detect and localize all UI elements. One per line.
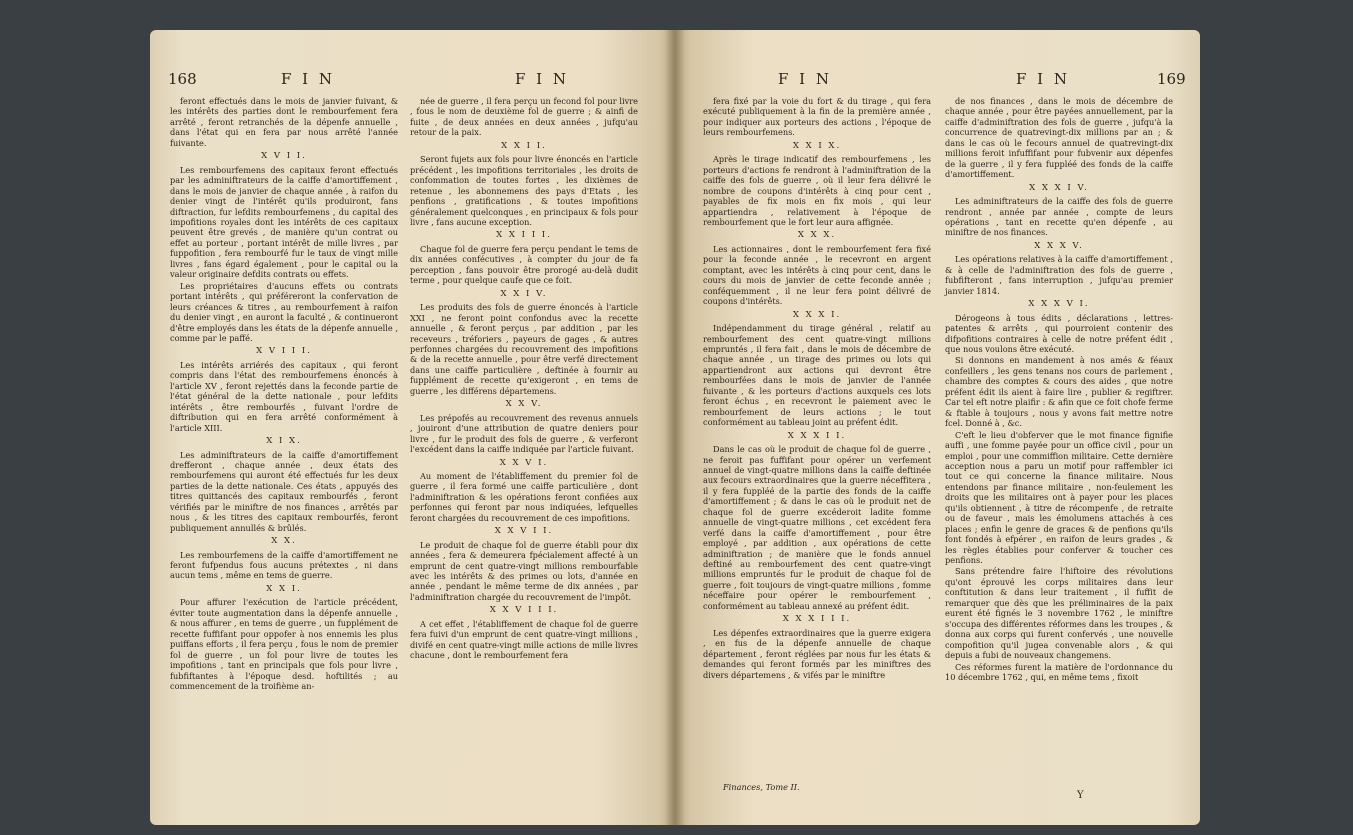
text-column — [703, 96, 931, 681]
paragraph: Les intérêts arriérés des capitaux , qui feront compris dans l'état des rembourfemens énoncés à l'article XV , feront rejettés dans la feconde partie de l'état général de la dette nationale , pour lefdits intérêts , être rembourfés , fuivant l'ordre de diftribution qui en fera arrêté conformément à l'article XIII. — [170, 359, 398, 433]
article-heading: X X. — [271, 536, 297, 547]
article-heading: X X V I. — [499, 457, 549, 468]
article-heading: X X V I I. — [494, 526, 554, 537]
right-page-header — [675, 70, 1200, 94]
signature-mark: Y — [1077, 790, 1084, 801]
paragraph: Le produit de chaque fol de guerre établi pour dix années , fera & demeurera fpécialement affecté à un emprunt de cent quatre-vingt millions rembourfable avec les intérêts & des primes ou lots, d'année en année , pendant le même terme de dix années , par l'adminiftration chargée du recouvrement de l'impôt. — [410, 539, 638, 602]
left-page-header — [150, 70, 675, 94]
article-heading: X X X I I I. — [782, 614, 852, 625]
page-number: 169 — [1157, 70, 1186, 88]
article-heading: X X V I I I. — [489, 605, 559, 616]
footer-volume: Finances, Tome II. — [723, 782, 800, 792]
paragraph: Les produits des fols de guerre énoncés à l'article XXI , ne feront point confondus avec la recette annuelle , & feront perçus , par addition , par les receveurs , tréforiers , payeurs de gages , & autres perfonnes chargées du recouvrement des impofitions & de la recette annuelle , pour être verfé directement dans une caiffe particulière , deftinée à fournir au fupplément de recette qu'exigeront , en tems de guerre , les différens départemens. — [410, 302, 638, 396]
running-head: F I N — [515, 70, 569, 88]
paragraph: née de guerre , il fera perçu un fecond fol pour livre , fous le nom de deuxième fol de guerre ; & ainfi de fuite , de deux années en deux années , jufqu'au retour de la paix. — [410, 96, 638, 138]
paragraph: A cet effet , l'établiffement de chaque fol de guerre fera fuivi d'un emprunt de cent quatre-vingt millions , divifé en cent quatre-vingt mille actions de mille livres chacune , dont le rembourfement fera — [410, 618, 638, 661]
article-heading: X X I V. — [500, 288, 548, 299]
article-heading: X X I I. — [501, 140, 547, 151]
article-heading: X X X I I. — [787, 430, 847, 441]
right-page — [675, 30, 1200, 825]
paragraph: Les prépofés au recouvrement des revenus annuels , jouiront d'une attribution de quatre deniers pour livre , fur le produit des fols de guerre , & verferont l'excédent dans la caiffe indiquée par l'article fuivant. — [410, 412, 638, 455]
paragraph: Seront fujets aux fols pour livre énoncés en l'article précédent , les impofitions territoriales , les droits de confommation de toutes fortes , les dixièmes de retenue , les abonnemens des pays d'Etats , les penfions , gratifications , & toutes impofitions généralement quelconques , en principaux & fols pour livre , fans aucune exception. — [410, 154, 638, 227]
paragraph: Les opérations relatives à la caiffe d'amortiffement , & à celle de l'adminiftration des fols de guerre , fubfifteront , fans interruption , jufqu'au premier janvier 1814. — [945, 254, 1173, 296]
article-heading: X X X I V. — [1029, 182, 1089, 193]
paragraph: Pour affurer l'exécution de l'article précédent, éviter toute augmentation dans la dépenfe annuelle , & nous affurer , en tems de guerre , un fupplément de recette fuffifant pour oppofer à nos ennemis les plus puiffans efforts , il fera perçu , fous le nom de premier fol de guerre , un fol pour livre de toutes les impofitions , tant en principals que fols pour livre , fubfiftantes à l'époque desd. hoftilités ; au commencement de la troifième an- — [170, 597, 398, 692]
text-column — [945, 96, 1173, 683]
paragraph: Les adminiftrateurs de la caiffe des fols de guerre rendront , année par année , compte de leurs opérations , tant en recette qu'en dépenfe , au miniftre de nos finances. — [945, 196, 1173, 238]
paragraph: Au moment de l'établiffement du premier fol de guerre , il fera formé une caiffe particulière , dont l'adminiftration & les opérations feront confiées aux perfonnes qui feront par nous indiquées, lefquelles feront chargées du recouvrement de ces impofitions. — [410, 470, 638, 523]
running-head: F I N — [1016, 70, 1070, 88]
article-heading: X X V. — [505, 399, 543, 410]
paragraph: Les adminiftrateurs de la caiffe d'amortiffement drefferont , chaque année , deux états des rembourfemens qui auront été effectués fur les deux parties de la dette nationale. Ces états , appuyés des titres quittancés des capitaux rembourfés , feront vérifiés par le miniftre de nos finances , arrêtés par nous , & les titres des capitaux rembourfés, feront publiquement annullés & brûlés. — [170, 449, 398, 533]
article-heading: X V I I I. — [256, 346, 312, 357]
page-number: 168 — [168, 70, 197, 88]
article-heading: X X X V I. — [1028, 299, 1090, 310]
paragraph: Les rembourfemens des capitaux feront effectués par les adminiftrateurs de la caiffe d'amortiffement , dans le mois de janvier de chaque année , à raifon du denier vingt de l'intérêt qu'ils produiront, fans diftraction, fur lefdits rembourfemens , du capital des impofitions royales dont les intérêts de ces capitaux peuvent être grevés , de manière qu'un contrat ou effet au porteur , portant intérêt de mille livres , par fuppofition , fera rembourfé fur le taux de vingt mille livres , fans égard également , pour le capital ou la valeur originaire defdits contrats ou effets. — [170, 164, 398, 280]
paragraph: C'eft le lieu d'obferver que le mot finance fignifie auffi , une fomme payée pour un office civil , pour un emploi , pour une commiffion militaire. Cette dernière acception nous a paru un motif pour raffembler ici tout ce qui concerne la finance militaire. Nous entendons par finance militaire , non-feulement les droits que les militaires ont à payer pour les places qu'ils obtiennent , à titre de récompenfe , de retraite ou de faveur , mais les émolumens attachés à ces places ; enfin le genre de graces & de penfions qu'ils font fondés à efpérer , en raifon de leurs grades , & les règles établies pour conferver & toucher ces penfions. — [945, 429, 1173, 566]
paragraph: Dans le cas où le produit de chaque fol de guerre , ne feroit pas fuffifant pour opérer un verfement annuel de vingt-quatre millions dans la caiffe deftinée aux fecours extraordinaires que la guerre néceffitera , il y fera fuppléé de la partie des fonds de la caiffe d'amortiffement ; & dans le cas où le produit net de chaque fol de guerre excéderoit ladite fomme annuelle de vingt-quatre millions , cet excédent fera verfé dans la caiffe d'amortiffement , pour être employé , par addition , aux opérations de cette adminiftration ; de manière que le fonds annuel deftiné au rembourfement des cent quatre-vingt millions empruntés fur le produit de chaque fol de guerre , foit toujours de vingt-quatre millions , fomme néceffaire pour opérer le rembourfement , conformément au tableau annexé au préfent édit. — [703, 444, 931, 611]
paragraph: Après le tirage indicatif des rembourfemens , les porteurs d'actions fe rendront à l'adminiftration de la caiffe des fols de guerre , où il leur fera délivré le nombre de coupons d'intérêts à cinq pour cent , payables de fix mois en fix mois , qui leur appartiendra , relativement à l'époque de rembourfement que le fort leur aura affignée. — [703, 154, 931, 227]
text-column — [170, 96, 398, 692]
article-heading: X X I I I. — [496, 230, 552, 241]
running-head: F I N — [778, 70, 832, 88]
paragraph: Indépendamment du tirage général , relatif au rembourfement des cent quatre-vingt millions empruntés , il fera fait , dans le mois de décembre de chaque année , un tirage des primes ou lots qui appartiendront aux actions qui devront être rembourfées dans le mois de janvier de l'année fuivante , & les porteurs d'actions auxquels ces lots feront échus , en recevront le paiement avec le rembourfement de leurs actions ; le tout conformément au tableau joint au préfent édit. — [703, 323, 931, 428]
article-heading: X I X. — [266, 436, 302, 447]
paragraph: Sans prétendre faire l'hiftoire des révolutions qu'ont éprouvé les corps militaires dans leur conftitution & dans leur traitement , il fuffit de remarquer que dès que les préliminaires de la paix eurent été fignés le 3 novembre 1762 , le miniftre s'occupa des différentes réformes dans les troupes , & donna aux corps qui furent confervés , une nouvelle compofition qu'il jugea convenable alors , & qui depuis a fubi de nouveaux changemens. — [945, 566, 1173, 661]
text-column — [410, 96, 638, 662]
paragraph: de nos finances , dans le mois de décembre de chaque année , pour être payées annuellement, par la caiffe d'adminiftration des fols de guerre , jufqu'à la concurrence de quatrevingt-dix millions par an ; & dans le cas où le fecours annuel de quatrevingt-dix millions feroit infuffifant pour fubvenir aux dépenfes de la guerre , il y fera fuppléé des fonds de la caiffe d'amortiffement. — [945, 96, 1173, 180]
running-head: F I N — [281, 70, 335, 88]
paragraph: Les propriétaires d'aucuns effets ou contrats portant intérêts , qui préféreront la confervation de leurs créances & titres , au rembourfement à raifon du denier vingt , en auront la faculté , & continueront d'être employés dans les états de la dépenfe annuelle , comme par le paffé. — [170, 280, 398, 343]
article-heading: X X X. — [797, 230, 837, 241]
paragraph: feront effectués dans le mois de janvier fuivant, & les intérêts des parties dont le rembourfement fera arrêté , feront retranchés de la dépenfe annuelle , dans l'état qui en fera par nous arrêté l'année fuivante. — [170, 96, 398, 148]
paragraph: fera fixé par la voie du fort & du tirage , qui fera exécuté publiquement à la fin de la première année , pour indiquer aux porteurs des actions , l'époque de leurs rembourfemens. — [703, 96, 931, 138]
article-heading: X X I X. — [792, 140, 842, 151]
paragraph: Ces réformes furent la matière de l'ordonnance du 10 décembre 1762 , qui, en même tems , fixoit — [945, 661, 1173, 683]
left-page — [150, 30, 675, 825]
paragraph: Chaque fol de guerre fera perçu pendant le tems de dix années confécutives , à compter du jour de fa perception , fans pouvoir être prorogé au-delà dudit terme , pour quelque caufe que ce foit. — [410, 243, 638, 286]
paragraph: Les rembourfemens de la caiffe d'amortiffement ne feront fufpendus fous aucuns prétextes , ni dans aucun tems , même en tems de guerre. — [170, 549, 398, 581]
article-heading: X V I I. — [261, 151, 307, 162]
paragraph: Les actionnaires , dont le rembourfement fera fixé pour la feconde année , le recevront en argent comptant, avec les intérêts à cinq pour cent, dans le cours du mois de janvier de cette feconde année ; conféquemment , il ne leur fera point délivré de coupons d'intérêts. — [703, 243, 931, 307]
paragraph: Si donnons en mandement à nos amés & féaux confeillers , les gens tenans nos cours de parlement , chambre des comptes & cours des aides , que notre préfent édit ils aient à faire lire , publier & regiftrer. Car tel eft notre plaifir : & afin que ce foit chofe ferme & ftable à toujours , nous y avons fait mettre notre fcel. Donné à , &c. — [945, 355, 1173, 429]
paragraph: Les dépenfes extraordinaires que la guerre exigera , en fus de la dépenfe annuelle de chaque département , feront réglées par nous fur les états & demandes qui feront formés par les miniftres des divers départemens , & vifés par le miniftre — [703, 627, 931, 680]
open-book — [150, 30, 1200, 825]
book-gutter — [665, 30, 685, 825]
article-heading: X X X I. — [792, 309, 842, 320]
article-heading: X X X V. — [1034, 240, 1084, 251]
article-heading: X X I. — [266, 583, 302, 594]
paragraph: Dérogeons à tous édits , déclarations , lettres-patentes & arrêts , qui pourroient contenir des difpofitions contraires à celle de notre préfent édit , que nous voulons être exécuté. — [945, 312, 1173, 354]
